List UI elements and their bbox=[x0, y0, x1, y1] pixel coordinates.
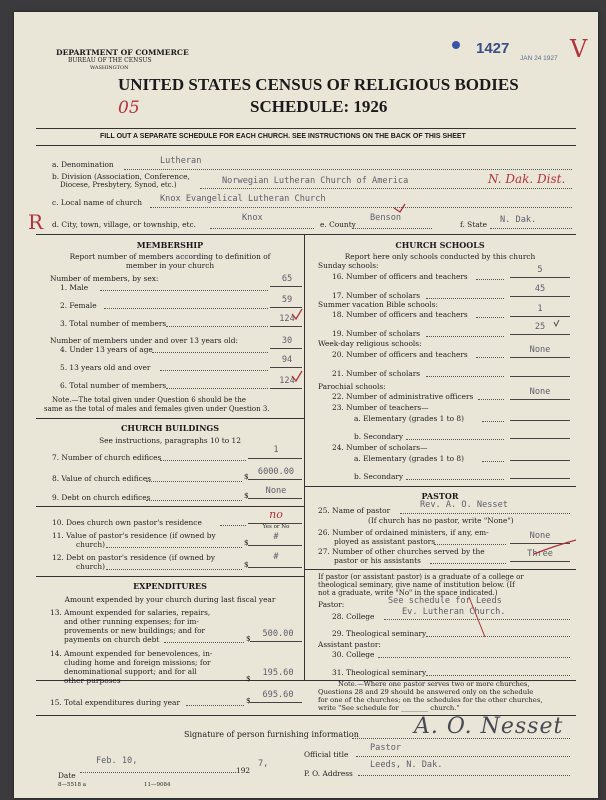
handwritten-district: N. Dak. Dist. bbox=[488, 172, 566, 186]
form-subtitle: SCHEDULE: 1926 bbox=[250, 97, 388, 116]
q11-value: # bbox=[273, 532, 279, 542]
q13-label-1: 13. Amount expended for salaries, repairs, bbox=[50, 608, 211, 617]
date-value: Feb. 10, bbox=[96, 756, 138, 766]
handwritten-05: 05 bbox=[118, 98, 140, 118]
form-number: 8—5518 a bbox=[58, 782, 87, 788]
q14-label-4: other purposes bbox=[64, 676, 121, 685]
check-mark-q3 bbox=[292, 309, 302, 319]
q14-label-2: cluding home and foreign missions; for bbox=[64, 658, 211, 667]
q19-label: 19. Number of scholars bbox=[332, 329, 421, 338]
q2-label: 2. Female bbox=[60, 301, 97, 310]
q9-value: None bbox=[265, 486, 287, 496]
q5-value: 94 bbox=[281, 355, 293, 365]
q27-label-2: pastor or his assistants bbox=[334, 556, 421, 565]
expenditures-sub: Amount expended by your church during last fiscal year bbox=[64, 595, 276, 604]
bureau-label: BUREAU OF THE CENSUS bbox=[68, 57, 152, 64]
local-name-label: c. Local name of church bbox=[52, 198, 142, 207]
local-name-value: Knox Evangelical Lutheran Church bbox=[160, 194, 326, 204]
year-prefix: 192 bbox=[236, 766, 251, 775]
q22-value: None bbox=[529, 387, 551, 397]
q14-dollar: $ bbox=[246, 674, 251, 683]
pastor-title: PASTOR bbox=[421, 491, 459, 501]
city-label: WASHINGTON bbox=[90, 65, 129, 71]
q28-value: Ev. Lutheran Church. bbox=[402, 607, 506, 617]
q11-label-2: church) bbox=[76, 540, 105, 549]
division-label: b. Division (Association, Conference, bbox=[52, 172, 190, 181]
q23-label: 23. Number of teachers— bbox=[332, 403, 429, 412]
q20-value: None bbox=[529, 345, 551, 355]
pastor-note-4: write "See schedule for ________ church." bbox=[318, 704, 460, 712]
date-label: Date bbox=[58, 771, 76, 780]
q12-value: # bbox=[273, 552, 279, 562]
q30-label: 30. College bbox=[332, 650, 375, 659]
q20-label: 20. Number of officers and teachers bbox=[332, 350, 468, 359]
q8-dollar: $ bbox=[244, 472, 249, 481]
schools-sub: Report here only schools conducted by this church bbox=[344, 252, 536, 261]
q26-label-2: ployed as assistant pastors bbox=[334, 537, 436, 546]
pastor-intro-1: If pastor (or assistant pastor) is a graduate of a college or bbox=[318, 573, 524, 581]
county-label: e. County bbox=[320, 220, 356, 229]
weekday-label: Week-day religious schools: bbox=[318, 339, 422, 348]
q26-label-1: 26. Number of ordained ministers, if any, em- bbox=[318, 528, 489, 537]
q13-label-4: payments on church debt bbox=[64, 635, 160, 644]
q10-value: no bbox=[269, 508, 283, 521]
received-stamp-number: 1427 bbox=[476, 40, 510, 57]
official-title-label: Official title bbox=[304, 750, 349, 759]
print-number: 11—9084 bbox=[144, 782, 171, 788]
signature: A. O. Nesset bbox=[414, 714, 564, 739]
pastor-note-3: for one of the churches; on the schedules for the other churches, bbox=[318, 696, 543, 704]
check-mark-q19 bbox=[554, 320, 559, 326]
division-label-2: Diocese, Presbytery, Synod, etc.) bbox=[60, 181, 177, 189]
q13-label-2: and other running expenses; for im- bbox=[64, 617, 199, 626]
denomination-label: a. Denomination bbox=[52, 160, 114, 169]
q2-value: 59 bbox=[281, 295, 293, 305]
department-label: DEPARTMENT OF COMMERCE bbox=[56, 48, 189, 57]
q3-label: 3. Total number of members bbox=[60, 319, 167, 328]
q4-value: 30 bbox=[281, 336, 293, 346]
membership-intro-1: Report number of members according to definition of bbox=[69, 252, 271, 261]
q13-dollar: $ bbox=[246, 634, 251, 643]
q18-value: 1 bbox=[537, 304, 543, 314]
q25-value: Rev. A. O. Nesset bbox=[420, 500, 508, 510]
expenditures-title: EXPENDITURES bbox=[133, 581, 207, 591]
membership-note-2: same as the total of males and females given under Question 3. bbox=[44, 405, 270, 413]
handwritten-check-mark: V bbox=[570, 35, 588, 63]
q31-label: 31. Theological seminary bbox=[332, 668, 427, 677]
q9-label: 9. Debt on church edifices bbox=[52, 493, 151, 502]
q15-value: 695.60 bbox=[262, 690, 294, 700]
county-value: Benson bbox=[370, 213, 402, 223]
q1-value: 65 bbox=[281, 274, 293, 284]
membership-title: MEMBERSHIP bbox=[136, 240, 204, 250]
pastor-intro-2: theological seminary, give name of institution below. (If bbox=[318, 581, 515, 589]
q25-label: 25. Name of pastor bbox=[318, 506, 391, 515]
q7-label: 7. Number of church edifices bbox=[52, 453, 162, 462]
schools-title: CHURCH SCHOOLS bbox=[395, 240, 485, 250]
q23b-label: b. Secondary bbox=[354, 432, 404, 441]
po-address-label: P. O. Address bbox=[304, 769, 353, 778]
q15-dollar: $ bbox=[246, 696, 251, 705]
year-digit: 7, bbox=[258, 759, 269, 769]
q4-label: 4. Under 13 years of age bbox=[60, 345, 153, 354]
handwritten-marks bbox=[14, 12, 598, 798]
check-mark-county bbox=[394, 204, 405, 212]
see-schedule-note: See schedule for Leeds bbox=[388, 596, 502, 606]
q29-label: 29. Theological seminary bbox=[332, 629, 427, 638]
q12-dollar: $ bbox=[244, 560, 249, 569]
pastor-note-1: Note.—Where one pastor serves two or more churches, bbox=[338, 680, 530, 688]
q10-label: 10. Does church own pastor's residence bbox=[52, 518, 202, 527]
q7-value: 1 bbox=[273, 445, 279, 455]
q18-label: 18. Number of officers and teachers bbox=[332, 310, 468, 319]
buildings-sub: See instructions, paragraphs 10 to 12 bbox=[99, 436, 241, 445]
signature-label: Signature of person furnishing information bbox=[184, 730, 359, 739]
q9-dollar: $ bbox=[244, 491, 249, 500]
q1-label: 1. Male bbox=[60, 283, 89, 292]
q11-dollar: $ bbox=[244, 538, 249, 547]
q5-label: 5. 13 years old and over bbox=[60, 363, 151, 372]
pastor-subhead: Pastor: bbox=[318, 600, 345, 609]
form-instruction: FILL OUT A SEPARATE SCHEDULE FOR EACH CHURCH. SEE INSTRUCTIONS ON THE BACK OF THIS SHEET bbox=[100, 133, 466, 140]
q27-value: Three bbox=[527, 549, 553, 559]
q12-label-2: church) bbox=[76, 562, 105, 571]
q25-hint: (If church has no pastor, write "None") bbox=[368, 516, 514, 525]
q16-label: 16. Number of officers and teachers bbox=[332, 272, 468, 281]
q14-value: 195.60 bbox=[262, 668, 294, 678]
assistant-pastor-label: Assistant pastor: bbox=[318, 640, 381, 649]
q6-value: 124 bbox=[279, 376, 295, 386]
members-by-age-label: Number of members under and over 13 years old: bbox=[50, 336, 238, 345]
state-label: f. State bbox=[460, 220, 487, 229]
state-value: N. Dak. bbox=[500, 215, 537, 225]
q17-value: 45 bbox=[534, 284, 546, 294]
q11-label-1: 11. Value of pastor's residence (if owned by bbox=[52, 531, 216, 540]
pastor-intro-3: not a graduate, write "No" in the space indicated.) bbox=[318, 589, 498, 597]
membership-intro-2: member in your church bbox=[125, 261, 215, 270]
q26-value: None bbox=[529, 531, 551, 541]
pastor-note-2: Questions 28 and 29 should be answered only on the schedule bbox=[318, 688, 534, 696]
q24b-label: b. Secondary bbox=[354, 472, 404, 481]
q21-label: 21. Number of scholars bbox=[332, 369, 421, 378]
received-stamp-date: JAN 24 1927 bbox=[520, 55, 558, 62]
membership-note-1: Note.—The total given under Question 6 should be the bbox=[52, 396, 247, 404]
q19-value: 25 bbox=[534, 322, 546, 332]
q23a-label: a. Elementary (grades 1 to 8) bbox=[354, 414, 465, 423]
q12-label-1: 12. Debt on pastor's residence (if owned by bbox=[52, 553, 216, 562]
q8-value: 6000.00 bbox=[257, 467, 295, 477]
buildings-title: CHURCH BUILDINGS bbox=[121, 423, 219, 433]
q6-label: 6. Total number of members bbox=[60, 381, 167, 390]
red-stroke-college bbox=[469, 597, 485, 637]
official-title-value: Pastor bbox=[370, 743, 402, 753]
q8-label: 8. Value of church edifices bbox=[52, 474, 151, 483]
division-value: Norwegian Lutheran Church of America bbox=[222, 176, 409, 186]
q27-label-1: 27. Number of other churches served by the bbox=[318, 547, 485, 556]
q28-label: 28. College bbox=[332, 612, 375, 621]
q24a-label: a. Elementary (grades 1 to 8) bbox=[354, 454, 465, 463]
q22-label: 22. Number of administrative officers bbox=[332, 392, 474, 401]
members-by-sex-label: Number of members, by sex: bbox=[50, 274, 159, 283]
summer-label: Summer vacation Bible schools: bbox=[318, 300, 438, 309]
city-label: d. City, town, village, or township, etc. bbox=[52, 220, 197, 229]
q13-value: 500.00 bbox=[262, 629, 294, 639]
q24-label: 24. Number of scholars— bbox=[332, 443, 428, 452]
city-value: Knox bbox=[242, 213, 263, 223]
yes-no-hint: Yes or No bbox=[262, 524, 290, 530]
q14-label-1: 14. Amount expended for benevolences, in- bbox=[50, 649, 213, 658]
check-mark-q6 bbox=[292, 371, 302, 381]
q16-value: 5 bbox=[537, 265, 543, 275]
sunday-label: Sunday schools: bbox=[318, 261, 379, 270]
form-title: UNITED STATES CENSUS OF RELIGIOUS BODIES bbox=[118, 75, 519, 94]
parochial-label: Parochial schools: bbox=[318, 382, 386, 391]
q3-value: 124 bbox=[279, 314, 295, 324]
q13-label-3: provements or new buildings; and for bbox=[64, 626, 206, 635]
denomination-value: Lutheran bbox=[160, 156, 202, 166]
census-schedule-form bbox=[14, 12, 598, 798]
q17-label: 17. Number of scholars bbox=[332, 291, 421, 300]
q15-label: 15. Total expenditures during year bbox=[50, 698, 180, 707]
red-stroke-q27 bbox=[534, 540, 576, 554]
handwritten-R: R bbox=[28, 210, 44, 234]
po-address-value: Leeds, N. Dak. bbox=[370, 760, 443, 770]
q14-label-3: denominational support; and for all bbox=[64, 667, 197, 676]
